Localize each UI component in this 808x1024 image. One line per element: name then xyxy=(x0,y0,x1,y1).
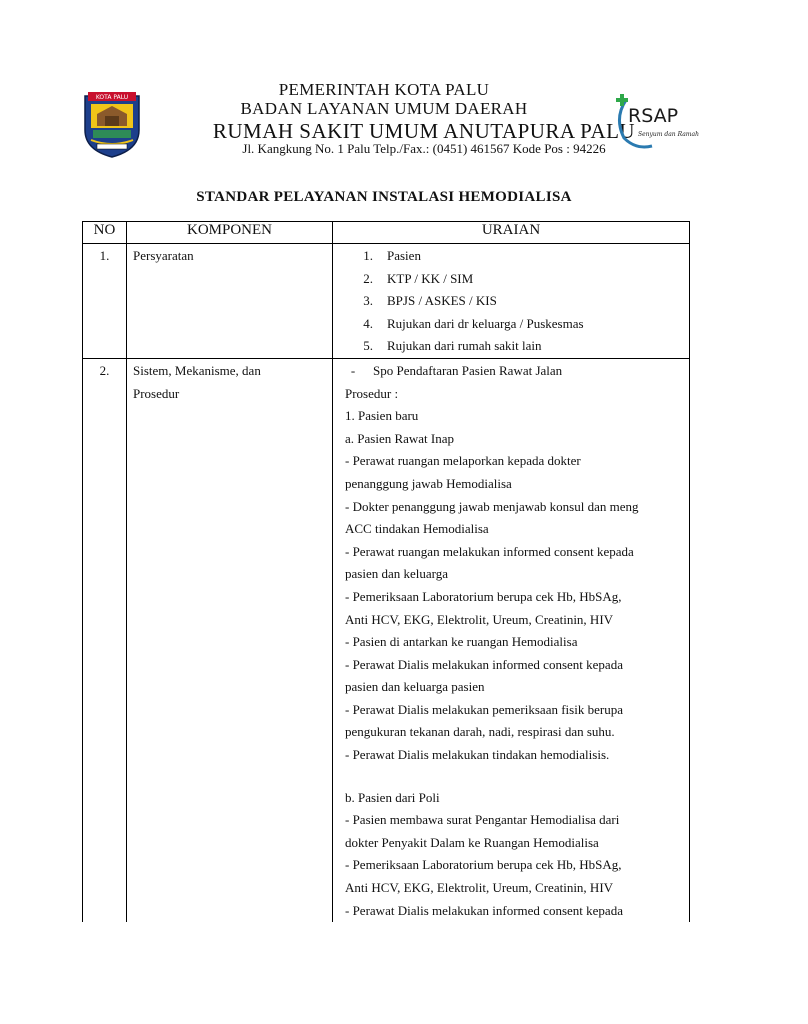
procedure-line: 1. Pasien baru xyxy=(345,408,419,424)
header-no: NO xyxy=(83,222,127,244)
table-row xyxy=(83,244,690,359)
procedure-line: b. Pasien dari Poli xyxy=(345,789,440,805)
row-component: Persyaratan xyxy=(127,244,333,359)
table-row xyxy=(83,358,690,922)
procedure-line: - Perawat Dialis melakukan pemeriksaan fisik berupa xyxy=(345,701,623,717)
procedure-line: pasien dan keluarga xyxy=(345,566,448,582)
procedure-line: pengukuran tekanan darah, nadi, respirasi dan suhu. xyxy=(345,724,615,740)
procedure-line: - Pasien di antarkan ke ruangan Hemodialisa xyxy=(345,634,578,650)
procedure-line: - Perawat Dialis melakukan informed consent kepada xyxy=(345,902,623,918)
procedure-line: - Perawat Dialis melakukan tindakan hemodialisis. xyxy=(345,747,610,763)
header-uraian: URAIAN xyxy=(333,222,690,244)
list-item: 1. Pasien xyxy=(363,248,421,263)
header-address: Jl. Kangkung No. 1 Palu Telp./Fax.: (0451) 461567 Kode Pos : 94226 xyxy=(242,141,606,156)
procedure-line: Anti HCV, EKG, Elektrolit, Ureum, Creatinin, HIV xyxy=(345,880,614,896)
header-agency: BADAN LAYANAN UMUM DAERAH xyxy=(240,99,528,118)
row-number: 2. xyxy=(83,358,127,922)
row-component: Sistem, Mekanisme, dan Prosedur xyxy=(127,358,333,922)
procedure-line: - Pemeriksaan Laboratorium berupa cek Hb, HbSAg, xyxy=(345,857,622,873)
procedure-line: Anti HCV, EKG, Elektrolit, Ureum, Creatinin, HIV xyxy=(345,611,614,627)
procedure-line: dokter Penyakit Dalam ke Ruangan Hemodialisa xyxy=(345,834,599,850)
row-number: 1. xyxy=(83,244,127,359)
service-standard-table xyxy=(82,221,690,922)
header-government: PEMERINTAH KOTA PALU xyxy=(278,80,490,99)
procedure-line: a. Pasien Rawat Inap xyxy=(345,430,455,446)
procedure-line: - Pasien membawa surat Pengantar Hemodialisa dari xyxy=(345,812,620,828)
document-title: STANDAR PELAYANAN INSTALASI HEMODIALISA xyxy=(196,189,572,205)
procedure-line: penanggung jawab Hemodialisa xyxy=(345,475,512,491)
procedure-line: - Pemeriksaan Laboratorium berupa cek Hb, HbSAg, xyxy=(345,588,622,604)
procedure-line: - Perawat ruangan melakukan informed consent kepada xyxy=(345,543,634,559)
procedure-line: - Dokter penanggung jawab menjawab konsul dan meng xyxy=(345,498,639,514)
row-description xyxy=(333,244,690,359)
svg-text:Senyum dan Ramah: Senyum dan Ramah xyxy=(638,131,699,138)
procedure-line: Prosedur : xyxy=(345,385,399,401)
rsap-logo xyxy=(612,88,699,152)
header-komponen: KOMPONEN xyxy=(127,222,333,244)
procedure-line: - Perawat ruangan melaporkan kepada dokter xyxy=(345,453,581,469)
list-item: 3. BPJS / ASKES / KIS xyxy=(363,293,497,309)
list-item: 2. KTP / KK / SIM xyxy=(363,270,474,286)
spo-item: - Spo Pendaftaran Pasien Rawat Jalan xyxy=(350,362,563,378)
svg-text:KOTA PALU: KOTA PALU xyxy=(95,94,129,101)
procedure-line: pasien dan keluarga pasien xyxy=(345,679,485,695)
header-hospital-name: RUMAH SAKIT UMUM ANUTAPURA PALU xyxy=(212,119,636,143)
list-item: 4. Rujukan dari dr keluarga / Puskesmas xyxy=(363,315,584,331)
table-header-row xyxy=(83,222,690,244)
procedure-line: ACC tindakan Hemodialisa xyxy=(345,521,489,537)
list-item: 5. Rujukan dari rumah sakit lain xyxy=(363,338,542,354)
svg-text:RSAP: RSAP xyxy=(628,105,679,127)
requirements-list xyxy=(333,245,689,358)
procedure-line: - Perawat Dialis melakukan informed consent kepada xyxy=(345,656,623,672)
row-description xyxy=(333,358,690,922)
